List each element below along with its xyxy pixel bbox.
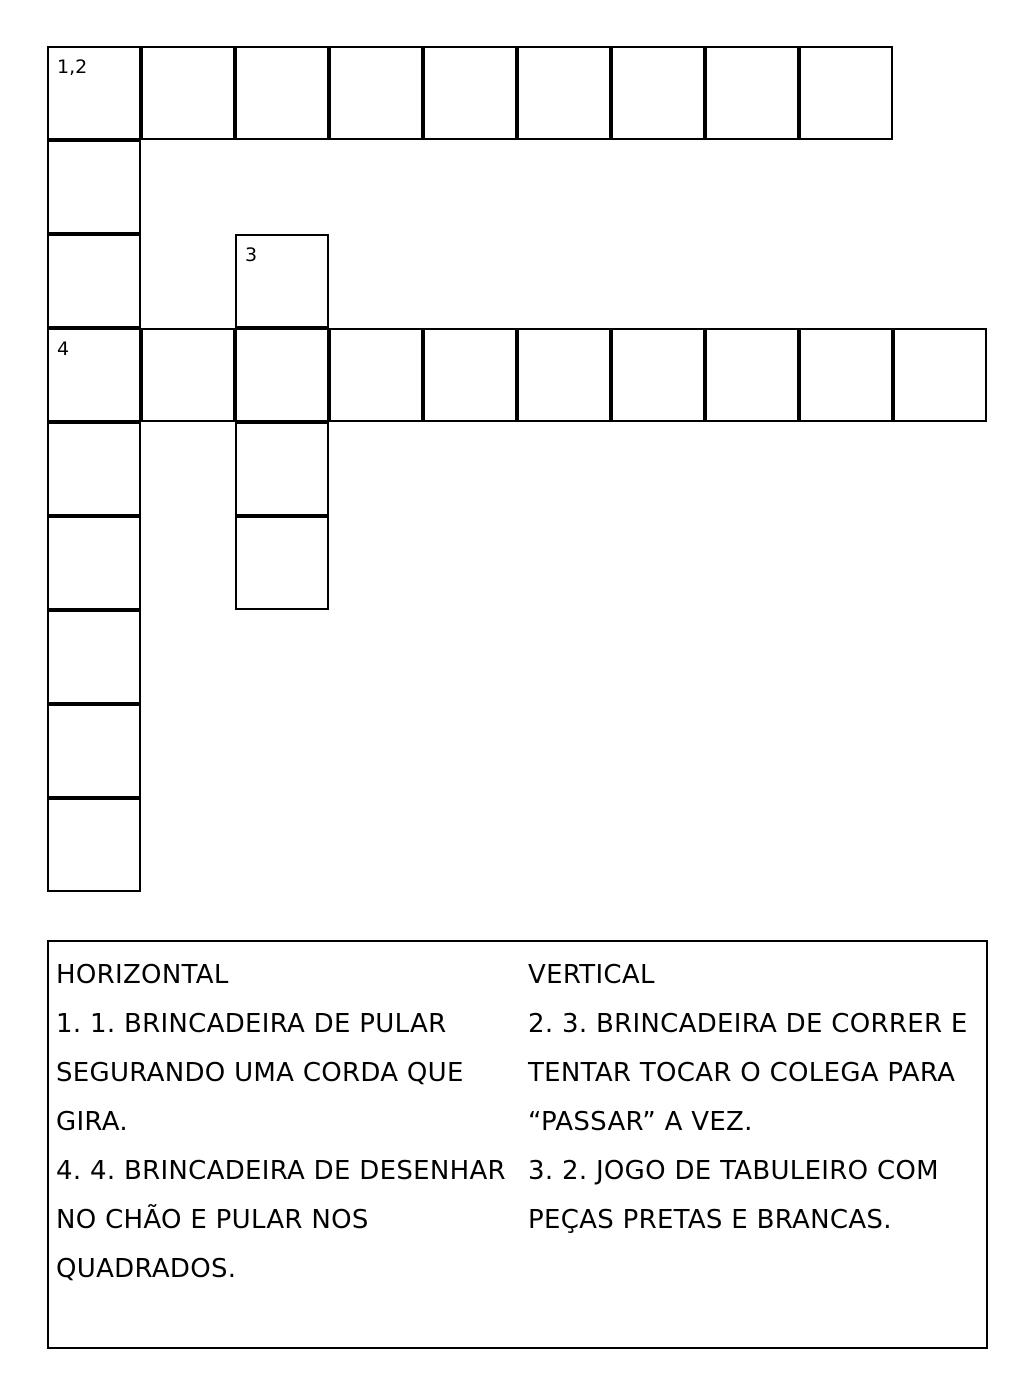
clue-number: 3	[245, 244, 258, 266]
grid-cell-r0-c5[interactable]	[517, 46, 611, 140]
grid-cell-r4-c0[interactable]	[47, 422, 141, 516]
clue-horizontal-4: 4. 4. BRINCADEIRA DE DESENHAR NO CHÃO E PULAR NOS QUADRADOS.	[56, 1156, 506, 1284]
grid-cell-r5-c0[interactable]	[47, 516, 141, 610]
grid-cell-r0-c8[interactable]	[799, 46, 893, 140]
grid-cell-r3-c1[interactable]	[141, 328, 235, 422]
horizontal-heading: HORIZONTAL	[56, 960, 229, 990]
grid-cell-r0-c0[interactable]	[47, 46, 141, 140]
grid-cell-r0-c3[interactable]	[329, 46, 423, 140]
clue-number: 4	[57, 338, 70, 360]
grid-cell-r3-c9[interactable]	[893, 328, 987, 422]
grid-cell-r0-c6[interactable]	[611, 46, 705, 140]
grid-cell-r3-c4[interactable]	[423, 328, 517, 422]
clue-vertical-2: 2. 3. BRINCADEIRA DE CORRER E TENTAR TOCAR O COLEGA PARA “PASSAR” A VEZ.	[528, 1009, 968, 1137]
grid-cell-r3-c7[interactable]	[705, 328, 799, 422]
grid-cell-r3-c3[interactable]	[329, 328, 423, 422]
grid-cell-r0-c2[interactable]	[235, 46, 329, 140]
vertical-heading: VERTICAL	[528, 960, 655, 990]
clue-vertical-3: 3. 2. JOGO DE TABULEIRO COM PEÇAS PRETAS E BRANCAS.	[528, 1156, 939, 1235]
grid-cell-r2-c2[interactable]	[235, 234, 329, 328]
vertical-clues	[528, 951, 978, 1245]
grid-cell-r2-c0[interactable]	[47, 234, 141, 328]
grid-cell-r4-c2[interactable]	[235, 422, 329, 516]
grid-cell-r3-c0[interactable]	[47, 328, 141, 422]
grid-cell-r6-c0[interactable]	[47, 610, 141, 704]
grid-cell-r5-c2[interactable]	[235, 516, 329, 610]
grid-cell-r3-c8[interactable]	[799, 328, 893, 422]
grid-cell-r1-c0[interactable]	[47, 140, 141, 234]
grid-cell-r3-c2[interactable]	[235, 328, 329, 422]
grid-cell-r7-c0[interactable]	[47, 704, 141, 798]
clues-box	[47, 940, 988, 1349]
grid-cell-r0-c4[interactable]	[423, 46, 517, 140]
grid-cell-r8-c0[interactable]	[47, 798, 141, 892]
grid-cell-r3-c6[interactable]	[611, 328, 705, 422]
grid-cell-r0-c7[interactable]	[705, 46, 799, 140]
clue-number: 1,2	[57, 56, 88, 78]
grid-cell-r3-c5[interactable]	[517, 328, 611, 422]
horizontal-clues	[56, 951, 506, 1294]
grid-cell-r0-c1[interactable]	[141, 46, 235, 140]
clue-horizontal-1: 1. 1. BRINCADEIRA DE PULAR SEGURANDO UMA CORDA QUE GIRA.	[56, 1009, 464, 1137]
